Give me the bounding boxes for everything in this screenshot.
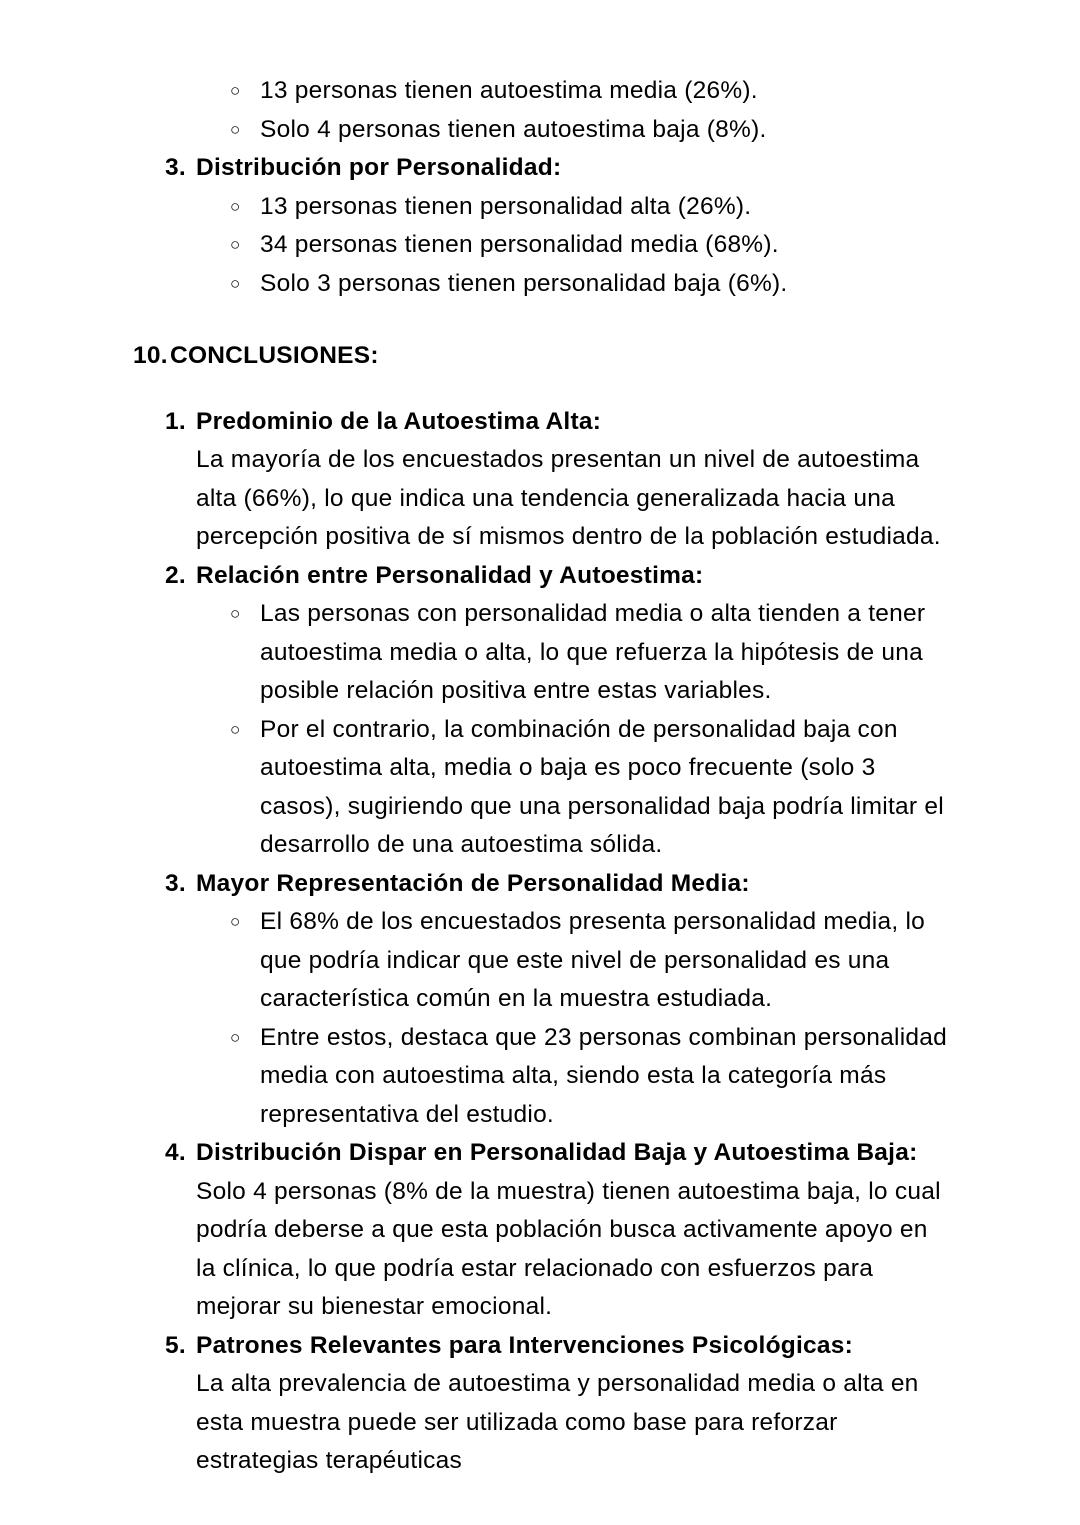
- list-item-text: Solo 4 personas tienen autoestima baja (8%).: [260, 115, 767, 143]
- personalidad-bullet-list: [0, 188, 1080, 304]
- circle-bullet-icon: ○: [230, 235, 241, 254]
- list-item: [200, 903, 950, 1019]
- continued-bullet-list: [0, 72, 1080, 149]
- list-marker: 2.: [165, 561, 186, 589]
- list-marker: 4.: [165, 1139, 186, 1166]
- list-item: [200, 72, 950, 111]
- circle-bullet-icon: ○: [230, 1027, 241, 1047]
- list-item: [200, 111, 950, 150]
- conclusion-paragraph: Solo 4 personas (8% de la muestra) tienen autoestima baja, lo cual podría deberse a que esta población busca activamente apoyo en la clínica, lo que podría estar relacionado con esfuerzos para mejorar su bienestar emocional.: [196, 1177, 941, 1320]
- conclusion-heading: Mayor Representación de Personalidad Media:: [196, 869, 750, 897]
- list-item-text: 13 personas tienen personalidad alta (26%).: [260, 192, 752, 220]
- list-marker: 5.: [165, 1331, 186, 1359]
- circle-bullet-icon: ○: [230, 119, 241, 139]
- circle-bullet-icon: ○: [230, 196, 241, 216]
- circle-bullet-icon: ○: [230, 81, 241, 100]
- list-item-text: Solo 3 personas tienen personalidad baja (6%).: [260, 269, 788, 297]
- list-item-text: 34 personas tienen personalidad media (68%).: [260, 231, 779, 258]
- list-item-text: Las personas con personalidad media o alta tienden a tener autoestima media o alta, lo que refuerza la hipótesis de una posible relación positiva entre estas variables.: [260, 600, 926, 704]
- conclusion-item-3: [165, 865, 948, 904]
- conclusion-heading: Patrones Relevantes para Intervenciones Psicológicas:: [196, 1331, 854, 1359]
- list-item-text: 13 personas tienen autoestima media (26%).: [260, 77, 758, 104]
- list-item-text: Por el contrario, la combinación de personalidad baja con autoestima alta, media o baja es poco frecuente (solo 3 casos), sugiriendo que una personalidad baja podría limitar el desarrollo de una autoestima sólida.: [260, 715, 944, 858]
- section-number: 10.: [133, 342, 168, 369]
- conclusion-2-bullets: [0, 595, 1080, 865]
- list-marker: 3.: [165, 869, 186, 897]
- section-title: CONCLUSIONES:: [170, 342, 379, 369]
- list-item: [200, 226, 950, 265]
- conclusion-paragraph: La mayoría de los encuestados presentan un nivel de autoestima alta (66%), lo que indica una tendencia generalizada hacia una percepción positiva de sí mismos dentro de la población estudiada.: [196, 446, 941, 550]
- list-marker: 3.: [165, 154, 186, 181]
- section-heading: [133, 337, 970, 376]
- conclusion-3-bullets: [0, 903, 1080, 1134]
- conclusion-heading: Distribución Dispar en Personalidad Baja y Autoestima Baja:: [196, 1139, 918, 1166]
- list-item-heading: Distribución por Personalidad:: [196, 154, 562, 181]
- conclusion-heading: Relación entre Personalidad y Autoestima:: [196, 561, 704, 589]
- circle-bullet-icon: ○: [230, 912, 241, 931]
- list-item: [200, 711, 950, 865]
- conclusion-heading: Predominio de la Autoestima Alta:: [196, 407, 602, 435]
- conclusion-item-4: [165, 1134, 948, 1327]
- circle-bullet-icon: ○: [230, 719, 241, 739]
- list-marker: 1.: [165, 407, 186, 435]
- numbered-list-item: [165, 149, 948, 188]
- list-item: [200, 265, 950, 304]
- list-item: [200, 595, 950, 711]
- list-item-text: El 68% de los encuestados presenta personalidad media, lo que podría indicar que este nivel de personalidad es una característica común en la muestra estudiada.: [260, 908, 925, 1012]
- conclusion-item-5: [165, 1327, 948, 1481]
- conclusion-item-2: [165, 557, 948, 596]
- circle-bullet-icon: ○: [230, 604, 241, 623]
- conclusion-item-1: [165, 403, 948, 557]
- list-item-text: Entre estos, destaca que 23 personas combinan personalidad media con autoestima alta, siendo esta la categoría más representativa del estudio.: [260, 1023, 948, 1128]
- circle-bullet-icon: ○: [230, 273, 241, 293]
- conclusion-paragraph: La alta prevalencia de autoestima y personalidad media o alta en esta muestra puede ser utilizada como base para reforzar estrategias terapéuticas: [196, 1370, 919, 1474]
- list-item: [200, 1019, 950, 1135]
- list-item: [200, 188, 950, 227]
